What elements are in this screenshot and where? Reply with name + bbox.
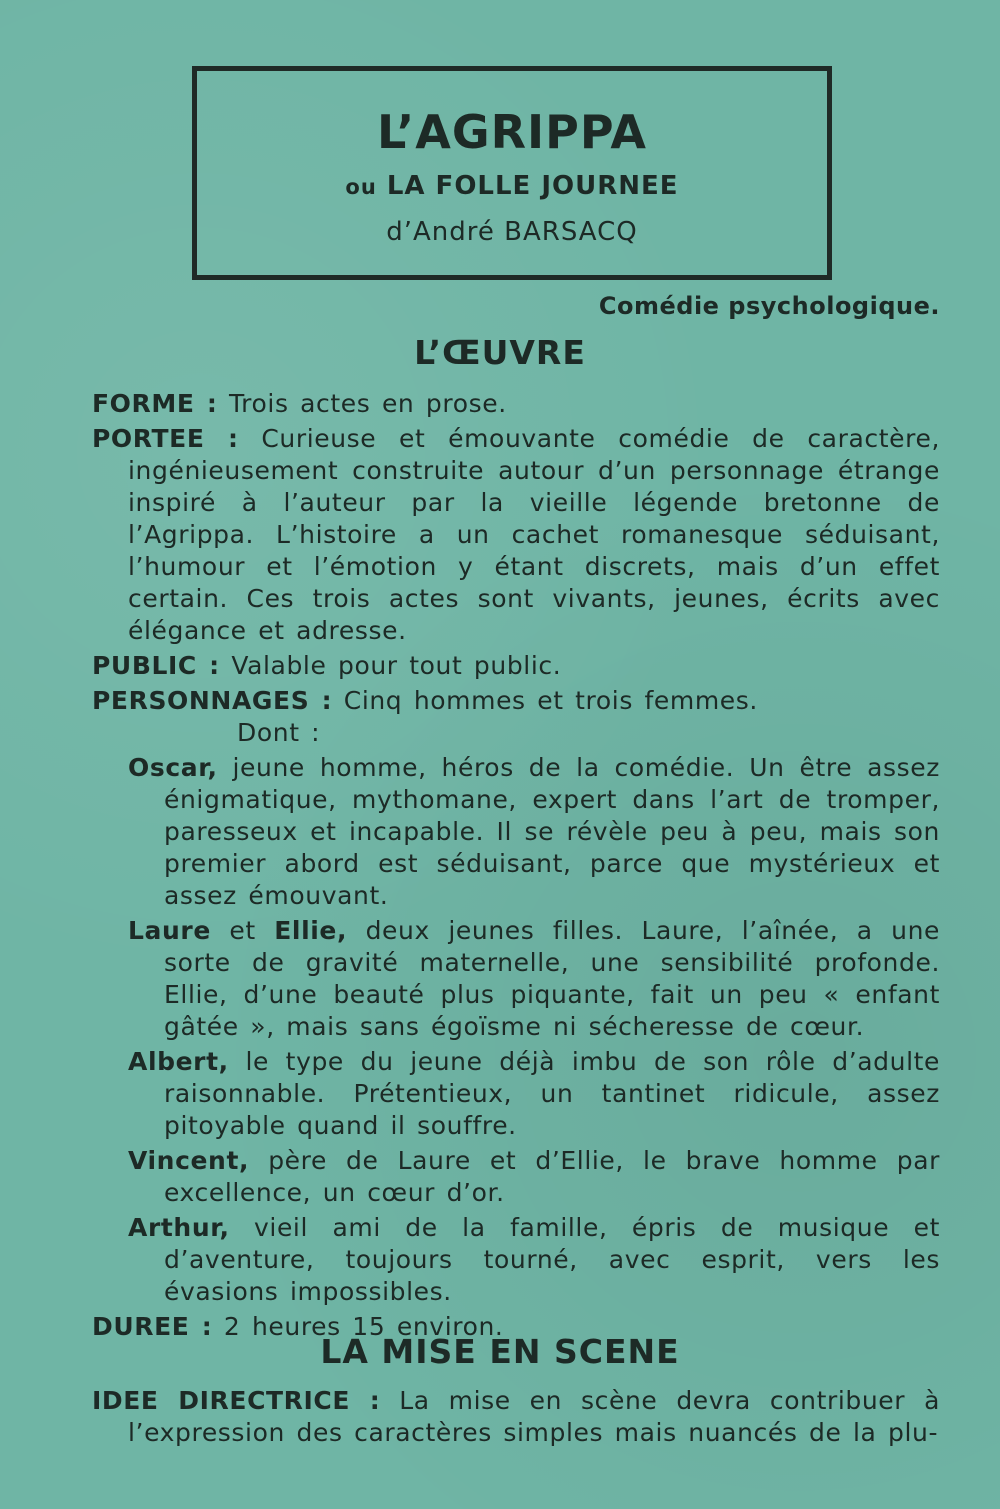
section-heading-oeuvre: L’ŒUVRE	[414, 333, 586, 372]
character-description: deux jeunes filles. Laure, l’aînée, a une sorte de gravité maternelle, une sensibilité profonde. Ellie, d’une beauté plus piquante, fait un peu « enfant gâtée », mais sans égoïsme ni sécheresse de cœur.	[164, 916, 941, 1041]
character-description: vieil ami de la famille, épris de musique et d’aventure, toujours tourné, avec esprit, vers les évasions impossibles.	[164, 1213, 940, 1306]
mise-en-scene-body	[92, 1385, 940, 1452]
character-name: Laure	[128, 916, 211, 945]
section-heading-mise-en-scene: LA MISE EN SCENE	[320, 1332, 680, 1371]
play-title: L’AGRIPPA	[377, 105, 647, 159]
title-frame	[192, 66, 832, 280]
public-paragraph	[92, 650, 940, 682]
character-name: Albert,	[128, 1047, 229, 1076]
character-name: Vincent,	[128, 1146, 250, 1175]
personnages-label: PERSONNAGES :	[92, 686, 333, 715]
character-description: le type du jeune déjà imbu de son rôle d’adulte raisonnable. Prétentieux, un tantinet ridicule, assez pitoyable quand il souffre.	[164, 1047, 941, 1140]
portee-paragraph	[92, 423, 940, 647]
idee-label: IDEE DIRECTRICE :	[92, 1386, 381, 1415]
public-text: Valable pour tout public.	[231, 651, 562, 680]
forme-text: Trois actes en prose.	[228, 389, 507, 418]
dont-line: Dont :	[237, 718, 321, 747]
idee-paragraph	[92, 1385, 940, 1449]
genre-label: Comédie psychologique.	[598, 292, 940, 320]
character-description: père de Laure et d’Ellie, le brave homme par excellence, un cœur d’or.	[164, 1146, 940, 1207]
portee-label: PORTEE :	[92, 424, 239, 453]
character-entry	[128, 1046, 940, 1142]
play-subtitle	[197, 171, 827, 201]
forme-paragraph	[92, 388, 940, 420]
play-author: d’André BARSACQ	[386, 217, 638, 247]
character-entry	[128, 1212, 940, 1308]
character-name: Ellie,	[274, 916, 348, 945]
idee-text: La mise en scène devra contribuer à l’expression des caractères simples mais nuancés de la plu-	[128, 1386, 941, 1447]
character-name: Arthur,	[128, 1213, 230, 1242]
subtitle-text: LA FOLLE JOURNEE	[386, 171, 679, 201]
duree-text: 2 heures 15 environ.	[223, 1312, 504, 1341]
character-description: jeune homme, héros de la comédie. Un être assez énigmatique, mythomane, expert dans l’art de tromper, paresseux et incapable. Il se révèle peu à peu, mais son premier abord est séduisant, parce que mystérieux et assez émouvant.	[164, 753, 940, 910]
forme-label: FORME :	[92, 389, 218, 418]
character-name: Oscar,	[128, 753, 218, 782]
public-label: PUBLIC :	[92, 651, 220, 680]
character-entry	[128, 752, 940, 912]
duree-label: DUREE :	[92, 1312, 213, 1341]
personnages-text: Cinq hommes et trois femmes.	[343, 686, 758, 715]
character-joiner: et	[229, 916, 256, 945]
character-list	[128, 752, 940, 1308]
personnages-paragraph	[92, 685, 940, 717]
subtitle-prefix: ou	[345, 175, 377, 199]
character-entry	[128, 915, 940, 1043]
oeuvre-body	[92, 388, 940, 1346]
character-entry	[128, 1145, 940, 1209]
portee-text: Curieuse et émouvante comédie de caractère, ingénieusement construite autour d’un personnage étrange inspiré à l’auteur par la vieille légende bretonne de l’Agrippa. L’histoire a un cachet romanesque séduisant, l’humour et l’émotion y étant discrets, mais d’un effet certain. Ces trois actes sont vivants, jeunes, écrits avec élégance et adresse.	[128, 424, 940, 645]
